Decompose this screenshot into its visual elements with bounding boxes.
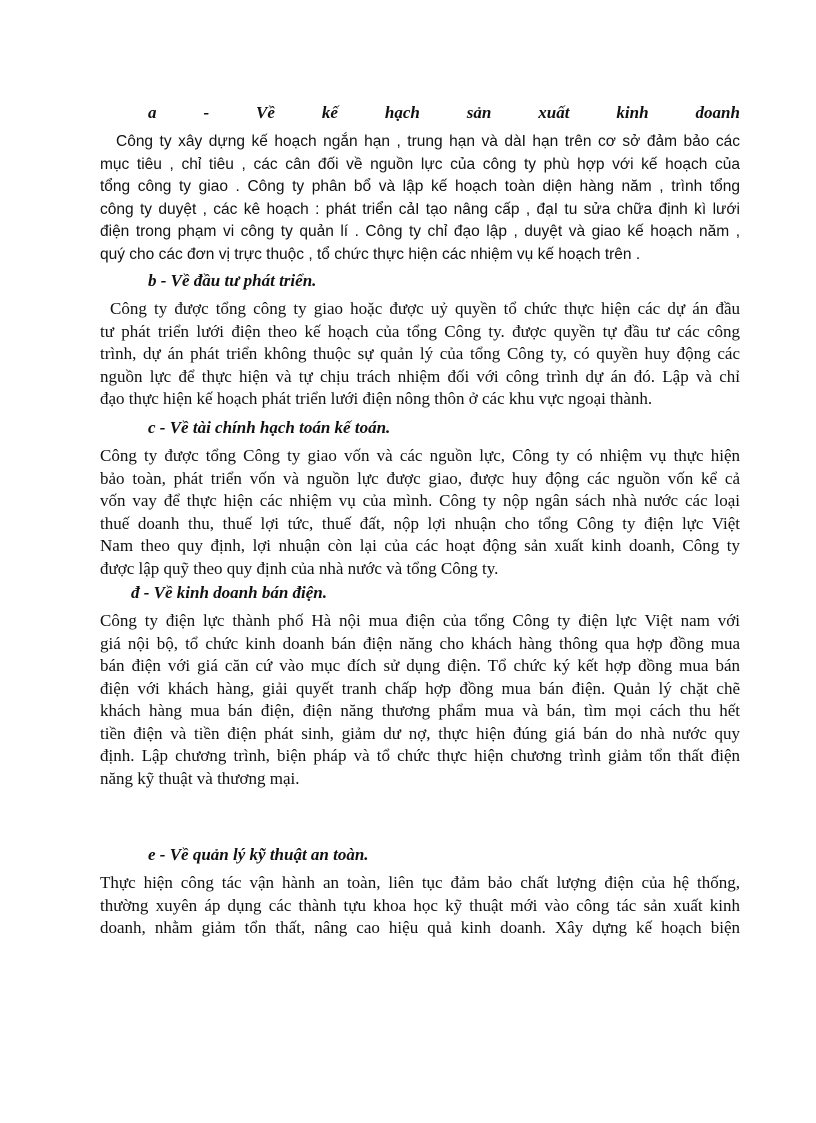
section-c-paragraph xyxy=(100,445,740,580)
paragraph-line: Công ty được tổng công ty giao hoặc được uỷ quyền tổ chức thực hiện các dự án đầu xyxy=(110,299,740,318)
paragraph-line: vốn vay để thực hiện các nhiệm vụ của mình. Công ty nộp ngân sách nhà nước các loại xyxy=(100,491,740,510)
heading-word: sản xyxy=(466,103,492,122)
paragraph-line: Công ty xây dựng kế hoạch ngắn hạn , trung hạn và dàI hạn trên cơ sở đảm bảo các xyxy=(116,133,740,150)
heading-word: a xyxy=(148,103,157,122)
heading-word: hạch xyxy=(384,103,420,122)
paragraph-line: định. Lập chương trình, biện pháp và tổ chức thực hiện chương trình giảm tổn thất điện xyxy=(100,746,740,765)
paragraph-line: mục tiêu , chỉ tiêu , các cân đối về nguồn lực của công ty phù hợp với kế hoạch của xyxy=(100,155,740,173)
paragraph-line: công ty duyệt , các kê hoạch : phát triển cảI tạo nâng cấp , đạI tu sửa chữa định kì lưới xyxy=(100,200,740,218)
paragraph-line: quý cho các đơn vị trực thuộc , tổ chức thực hiện các nhiệm vụ kế hoạch trên . xyxy=(100,245,641,263)
paragraph-line: tổng công ty giao . Công ty phân bổ và lập kế hoạch toàn diện hàng năm , trình tổng xyxy=(100,178,740,195)
paragraph-line: Công ty điện lực thành phố Hà nội mua điện của tổng Công ty điện lực Việt nam với xyxy=(100,611,740,630)
paragraph-line: bảo toàn, phát triển vốn và nguồn lực được giao, được huy động các nguồn vốn kể cả xyxy=(100,468,740,488)
section-b-paragraph xyxy=(100,298,740,411)
heading-word: kế xyxy=(321,103,338,122)
paragraph-line: thuế doanh thu, thuế lợi tức, thuế đất, nộp lợi nhuận cho tổng Công ty điện lực Việt xyxy=(100,513,740,533)
heading-word: xuất xyxy=(538,103,570,122)
section-b-heading: b - Về đầu tư phát triển. xyxy=(148,271,317,290)
paragraph-line: thường xuyên áp dụng các thành tựu khoa học kỹ thuật mới vào công tác sản xuất kinh xyxy=(100,895,740,915)
paragraph-line: khách hàng mua bán điện, điện năng thương phẩm mua và bán, tìm mọi cách thu hết xyxy=(100,701,740,720)
paragraph-line: tiền điện và tiền điện phát sinh, giảm dư nợ, thực hiện đúng giá bán do nhà nước quy xyxy=(100,723,740,743)
paragraph-line: điện trong phạm vi công ty quản lí . Công ty chỉ đạo lập , duyệt và giao kế hoạch năm , xyxy=(100,223,740,240)
paragraph-line: được lập quỹ theo quy định của nhà nước và tổng Công ty. xyxy=(100,558,499,578)
section-d-paragraph xyxy=(100,610,740,790)
paragraph-line: bán điện với giá căn cứ vào mục đích sử dụng điện. Tổ chức ký kết hợp đồng mua bán xyxy=(100,656,740,675)
section-e-heading: e - Về quản lý kỹ thuật an toàn. xyxy=(148,845,369,864)
paragraph-line: điện với khách hàng, giải quyết tranh chấp hợp đồng mua bán điện. Quản lý chặt chẽ xyxy=(100,678,740,698)
paragraph-line: đạo thực hiện kế hoạch phát triển lưới điện nông thôn ở các khu vực ngoại thành. xyxy=(100,389,653,408)
heading-word: kinh xyxy=(616,103,649,122)
heading-word: - xyxy=(203,103,210,122)
paragraph-line: Thực hiện công tác vận hành an toàn, liên tục đảm bảo chất lượng điện của hệ thống, xyxy=(100,873,740,892)
paragraph-line: năng kỹ thuật và thương mại. xyxy=(100,768,300,788)
heading-word: Về xyxy=(256,103,275,122)
paragraph-line: trình, dự án phát triển không thuộc sự quản lý của tổng Công ty, có quyền huy động các xyxy=(100,344,740,363)
section-a-paragraph xyxy=(100,131,740,266)
section-d-heading: đ - Về kinh doanh bán điện. xyxy=(131,583,328,602)
paragraph-line: Công ty được tổng Công ty giao vốn và các nguồn lực, Công ty có nhiệm vụ thực hiện xyxy=(100,446,740,465)
paragraph-line: doanh, nhằm giảm tổn thất, nâng cao hiệu quả kinh doanh. Xây dựng kế hoạch biện xyxy=(100,918,740,937)
section-a-heading xyxy=(148,103,740,123)
paragraph-line: Nam theo quy định, lợi nhuận còn lại của các hoạt động sản xuất kinh doanh, Công ty xyxy=(100,536,740,555)
section-c-heading: c - Về tài chính hạch toán kế toán. xyxy=(148,418,391,437)
section-e-paragraph xyxy=(100,872,740,940)
paragraph-line: tư phát triển lưới điện theo kế hoạch của tổng Công ty. được quyền tự đầu tư các công xyxy=(100,321,740,341)
paragraph-line: giá nội bộ, tổ chức kinh doanh bán điện năng cho khách hàng thông qua hợp đồng mua xyxy=(100,633,740,653)
heading-word: doanh xyxy=(695,103,740,122)
paragraph-line: nguồn lực để thực hiện và tự chịu trách nhiệm đối với công trình dự án đó. Lập và chỉ xyxy=(100,366,740,386)
